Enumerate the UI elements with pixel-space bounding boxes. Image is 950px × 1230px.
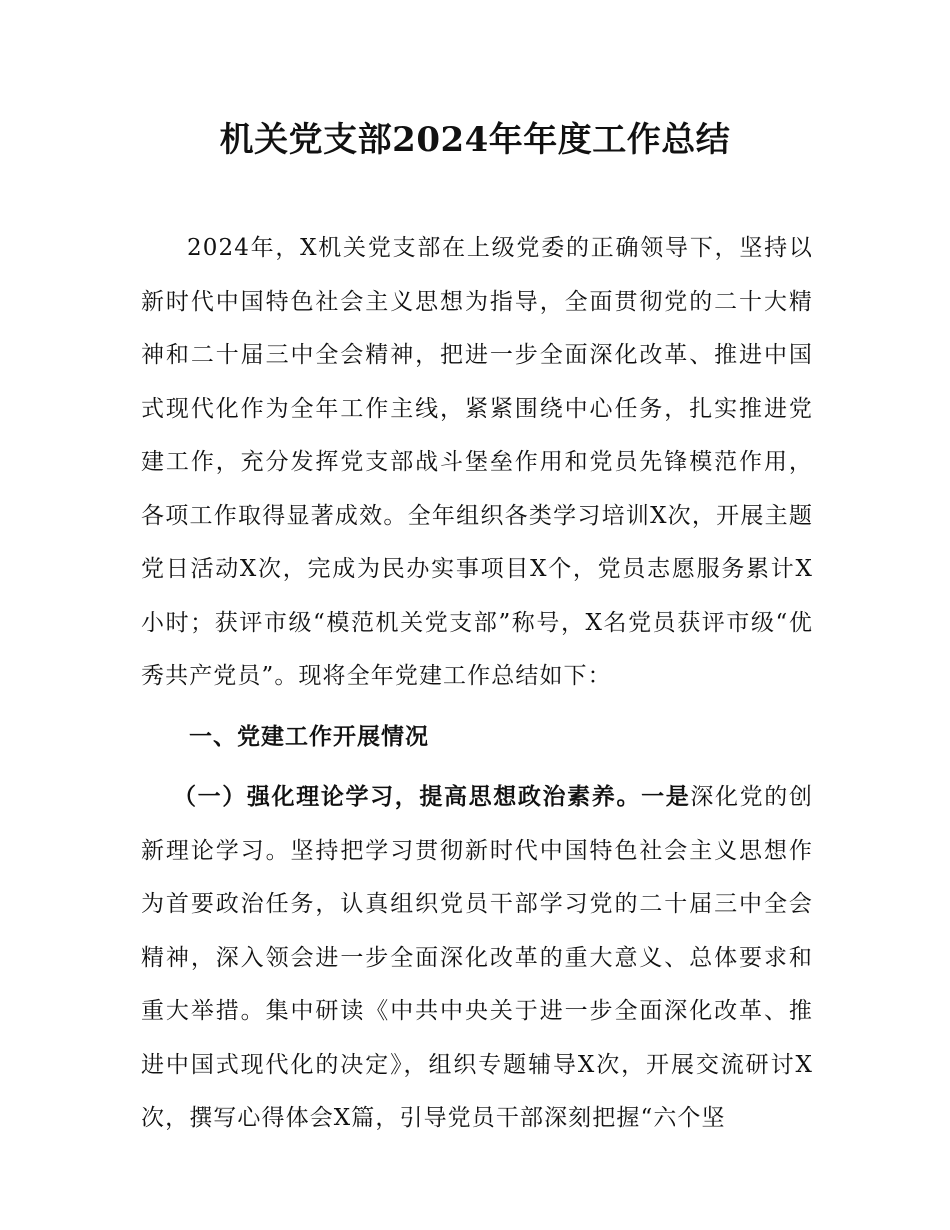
subsection-text: 深化党的创新理论学习。坚持把学习贯彻新时代中国特色社会主义思想作为首要政治任务，认真组织党员干部学习党的二十届三中全会精神，深入领会进一步全面深化改革的重大意义、总体要求和重大举措。集中研读《中共中央关于进一步全面深化改革、推进中国式现代化的决定》，组织专题辅导X次，开展交流研讨X次，撰写心得体会X篇，引导党员干部深刻把握“六个坚: [141, 784, 814, 1131]
section-heading: 一、党建工作开展情况: [189, 724, 429, 750]
subsection-paragraph: [141, 771, 813, 1146]
intro-paragraph: 2024年，X机关党支部在上级党委的正确领导下，坚持以新时代中国特色社会主义思想为指导，全面贯彻党的二十大精神和二十届三中全会精神，把进一步全面深化改革、推进中国式现代化作为全年工作主线，紧紧围绕中心任务，扎实推进党建工作，充分发挥党支部战斗堡垒作用和党员先锋模范作用，各项工作取得显著成效。全年组织各类学习培训X次，开展主题党日活动X次，完成为民办实事项目X个，党员志愿服务累计X小时；获评市级“模范机关党支部”称号，X名党员获评市级“优秀共产党员”。现将全年党建工作总结如下：: [141, 235, 813, 689]
subsection-heading: （一）强化理论学习，提高思想政治素养。: [173, 784, 642, 810]
document-title: 机关党支部2024年年度工作总结: [219, 120, 731, 160]
subsection-lead: 一是: [641, 784, 691, 810]
